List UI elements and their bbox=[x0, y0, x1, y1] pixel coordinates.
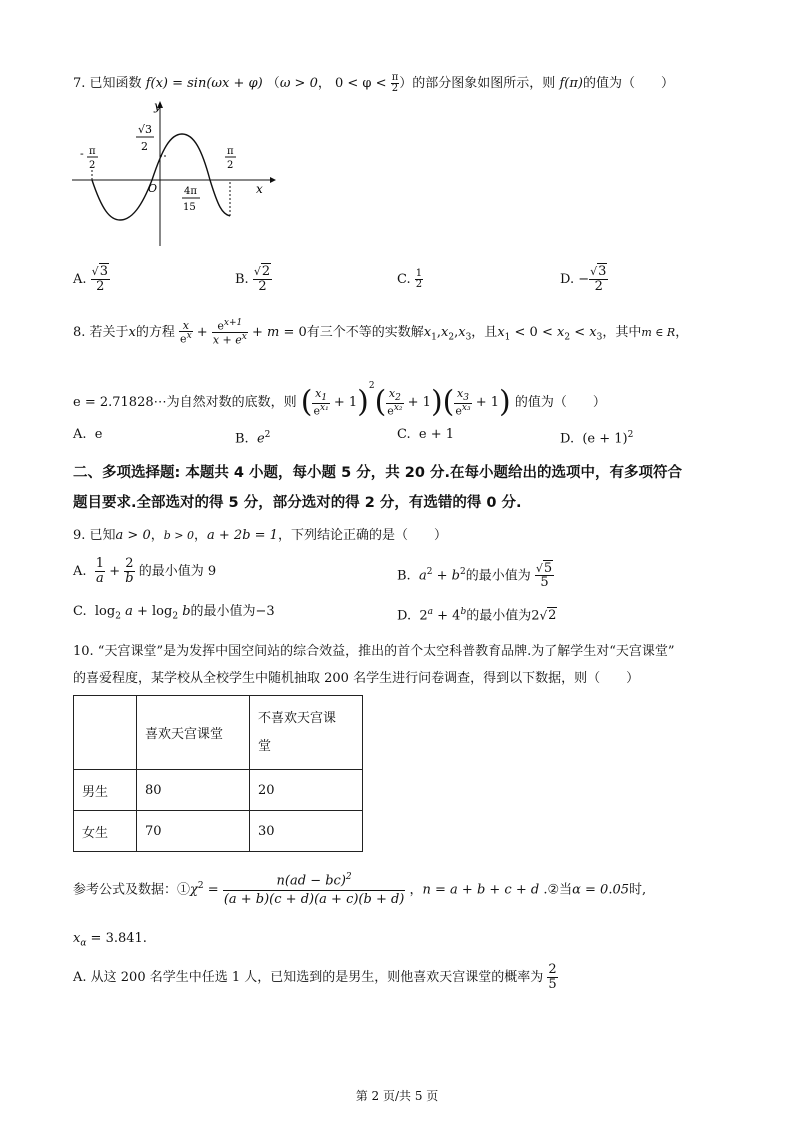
q10-x-alpha: $x_\alpha = 3.841$. bbox=[73, 931, 147, 949]
origin-label: O bbox=[148, 182, 158, 195]
q7-option-c: C. $\frac{1}{2}$ bbox=[397, 267, 423, 290]
x-axis-arrow-icon bbox=[270, 177, 276, 183]
cell-female-like: 70 bbox=[137, 811, 250, 852]
q7-function-def: f(x) = sin(ωx + φ) bbox=[145, 76, 263, 91]
q7-graph bbox=[70, 98, 280, 248]
section2-line2: 题目要求.全部选对的得 5 分，部分选对的得 2 分，有选错的得 0 分. bbox=[73, 495, 522, 511]
fourpi-den: 15 bbox=[183, 202, 196, 213]
cell-female-dislike: 30 bbox=[250, 811, 363, 852]
q8-option-a: A. e bbox=[73, 427, 103, 442]
q9-option-a: A. $\frac{1}{a}$ + $\frac{2}{b}$ 的最小值为 9 bbox=[73, 556, 217, 586]
q9-stem: 9. 已知a > 0，b > 0，a + 2b = 1，下列结论正确的是（ ） bbox=[73, 528, 447, 543]
cell-male-like: 80 bbox=[137, 770, 250, 811]
pi2-den: 2 bbox=[227, 160, 234, 171]
pi2-num: π bbox=[227, 146, 234, 157]
q10-line1: 10. “天宫课堂”是为发挥中国空间站的综合效益，推出的首个太空科普教育品牌.为了解学生对“天宫课堂” bbox=[73, 644, 675, 659]
table-row bbox=[74, 811, 363, 852]
table-header-empty bbox=[74, 696, 137, 770]
q7-f-pi: f(π) bbox=[559, 76, 583, 91]
neg-pi2-minus: - bbox=[80, 147, 84, 160]
y-label: y bbox=[154, 99, 161, 113]
q8-line2: e = 2.71828⋯为自然对数的底数，则 ( $\frac{x_1}{e^{x_1}}$ + 1)$^2$( $\frac{x_2}{e^{x_2}}$ + 1)( $\frac{x_3}{e^{x_3}}$ + 1) 的值为（ ） bbox=[73, 381, 606, 420]
q7-stem-end: 的部分图象如图所示，则 bbox=[412, 76, 556, 91]
sqrt3-num: √3 bbox=[138, 123, 153, 136]
section2-line1: 二、多项选择题: 本题共 4 小题，每小题 5 分，共 20 分.在每小题给出的选项中，有多项符合 bbox=[73, 465, 682, 481]
row-label-male: 男生 bbox=[74, 770, 137, 811]
table-header-row bbox=[74, 696, 363, 770]
q9-option-d: D. $2^a + 4^b$的最小值为2√2 bbox=[397, 607, 557, 624]
q7-option-d: D. − $\frac{√3}{2}$ bbox=[560, 264, 607, 294]
neg-pi2-num: π bbox=[89, 146, 96, 157]
q10-reference: 参考公式及数据：$①\chi^2$ = $\frac{n(ad - bc)^2}{(a + b)(c + d)(a + c)(b + d)}$ ，n = a + b + c + d .②当α = 0.05时, bbox=[73, 872, 647, 907]
q7-number: 7. 已知函数 bbox=[73, 76, 142, 91]
fourpi-num: 4π bbox=[184, 186, 197, 197]
row-label-female: 女生 bbox=[74, 811, 137, 852]
sine-curve bbox=[92, 134, 230, 220]
q7-pi-over-2: $\frac{\pi}{2}$ bbox=[391, 71, 399, 94]
q7-tail: 的值为（ ） bbox=[582, 76, 674, 91]
sqrt3-den: 2 bbox=[141, 140, 148, 153]
cell-male-dislike: 20 bbox=[250, 770, 363, 811]
q10-option-a: A. 从这 200 名学生中任选 1 人，已知选到的是男生，则他喜欢天宫课堂的概率为 $\frac{2}{5}$ bbox=[73, 962, 557, 992]
table-header-dislike: 不喜欢天宫课 堂 bbox=[250, 696, 363, 770]
q7-cond-omega: ω > 0 bbox=[279, 76, 318, 91]
neg-pi2-den: 2 bbox=[89, 160, 96, 171]
q8-option-b: B. $e^2$ bbox=[235, 430, 271, 447]
q8-option-d: D. $(e + 1)^2$ bbox=[560, 430, 634, 447]
table-row bbox=[74, 770, 363, 811]
q9-option-b: B. $a^2 + b^2$的最小值为 $\frac{√5}{5}$ bbox=[397, 560, 553, 591]
q10-line2: 的喜爱程度，某学校从全校学生中随机抽取 200 名学生进行问卷调查，得到以下数据，则（ ） bbox=[73, 671, 640, 686]
q8-line1: 8. 若关于x的方程 $\frac{x}{e^x}$ + $\frac{e^{x+1}}{x + e^x}$ + m = 0有三个不等的实数解$x_1,x_2,x_3$，且$x_1 < 0 < x_2 < x_3$，其中m ∈ R， bbox=[73, 317, 689, 347]
contingency-table bbox=[73, 695, 363, 852]
x-label: x bbox=[256, 182, 263, 196]
q7-option-b: B. $\frac{√2}{2}$ bbox=[235, 264, 271, 294]
page-footer: 第 2 页/共 5 页 bbox=[355, 1089, 439, 1103]
table-header-like: 喜欢天宫课堂 bbox=[137, 696, 250, 770]
q8-option-c: C. e + 1 bbox=[397, 427, 455, 442]
q9-option-c: C. $\log_2 a + \log_2 b$的最小值为−3 bbox=[73, 604, 275, 622]
q7-cond-phi: 0 < φ < bbox=[334, 76, 387, 91]
q7-stem: 7. 已知函数 f(x) = sin(ωx + φ) （ω > 0， 0 < φ < $\frac{\pi}{2}$ ）的部分图象如图所示，则 f(π)的值为（ ） bbox=[73, 71, 674, 94]
q7-option-a: A. $\frac{√3}{2}$ bbox=[73, 264, 108, 294]
